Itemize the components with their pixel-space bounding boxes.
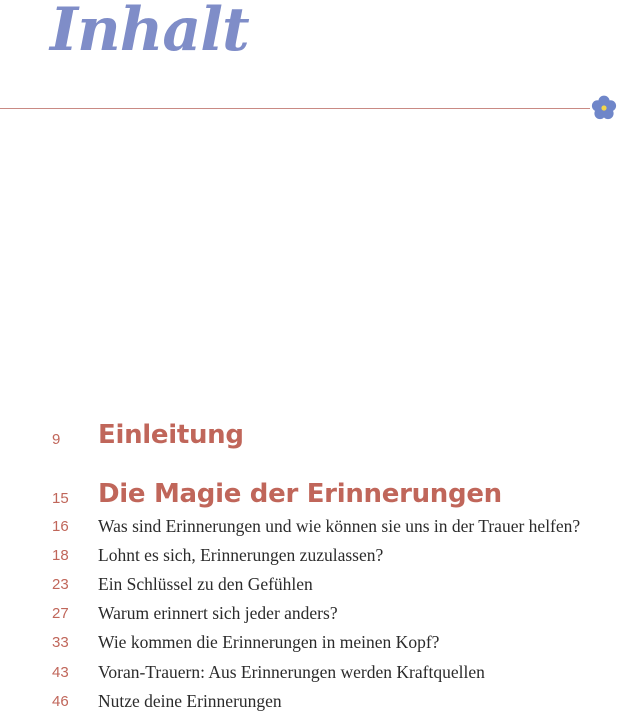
- toc-section-title: Was sind Erinnerungen und wie können sie uns in der Trauer helfen?: [98, 516, 581, 536]
- toc-page-number: 18: [52, 547, 69, 564]
- toc-chapter-title: Die Magie der Erinnerungen: [98, 479, 502, 509]
- toc-page-number: 46: [52, 693, 69, 710]
- header-divider: [0, 108, 590, 109]
- toc-section-title: Voran-Trauern: Aus Erinnerungen werden Kraftquellen: [98, 662, 485, 682]
- toc-section-title: Wie kommen die Erinnerungen in meinen Kopf?: [98, 632, 440, 652]
- toc-page-number: 9: [52, 431, 61, 448]
- toc-page-number: 23: [52, 576, 69, 593]
- toc-section-title: Nutze deine Erinnerungen: [98, 691, 282, 711]
- toc-page-number: 43: [52, 664, 69, 681]
- toc-section-title: Lohnt es sich, Erinnerungen zuzulassen?: [98, 545, 384, 565]
- toc-section-title: Ein Schlüssel zu den Gefühlen: [98, 574, 313, 594]
- page-title: Inhalt: [50, 0, 249, 65]
- toc-chapter-title: Einleitung: [98, 420, 244, 450]
- toc-page-number: 27: [52, 605, 69, 622]
- forget-me-not-flower-icon: [590, 94, 618, 122]
- toc-page-number: 15: [52, 490, 69, 507]
- toc-page-number: 16: [52, 518, 69, 535]
- toc-section-title: Warum erinnert sich jeder anders?: [98, 603, 338, 623]
- toc-page-number: 33: [52, 634, 69, 651]
